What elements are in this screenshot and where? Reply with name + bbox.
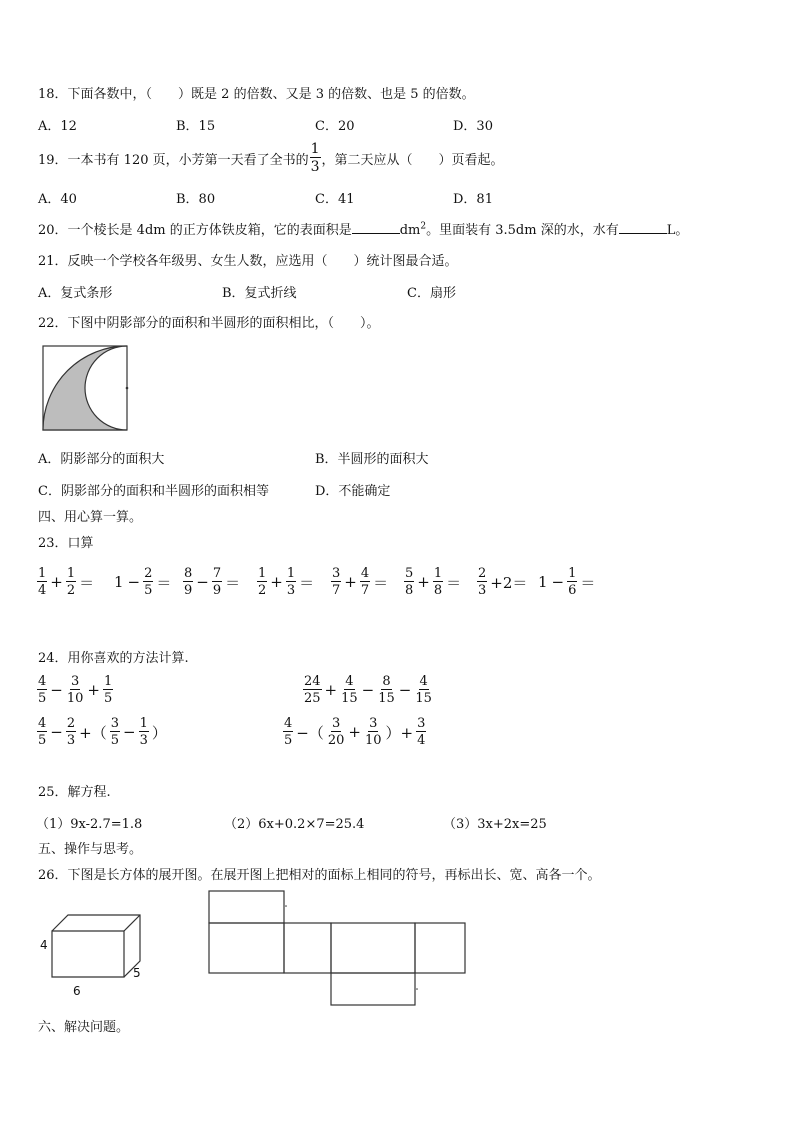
q21-option-a: A．复式条形 — [38, 286, 113, 301]
fraction — [286, 567, 296, 597]
fraction-denominator: 8 — [433, 583, 443, 598]
fraction-numerator: 4 — [345, 674, 354, 689]
math-operator: ＝ — [373, 573, 389, 592]
net-face-3[interactable] — [331, 923, 415, 973]
math-operator: − — [127, 573, 141, 591]
q19-option-c: C．41 — [315, 192, 355, 207]
fraction-denominator: 4 — [417, 733, 426, 748]
q23-expression-8 — [536, 567, 597, 597]
fraction — [66, 567, 76, 597]
fraction-numerator: 1 — [66, 566, 76, 581]
q20-blank-area[interactable] — [352, 232, 400, 234]
fraction — [37, 567, 47, 597]
fraction — [567, 567, 577, 597]
math-operator: + — [324, 681, 338, 699]
fraction-numerator: 3 — [332, 566, 341, 581]
math-operator: − — [196, 573, 209, 591]
math-operator: + — [50, 573, 63, 591]
fraction-numerator: 3 — [70, 674, 80, 689]
fraction-denominator: 15 — [378, 691, 395, 706]
q18-option-d: D．30 — [453, 119, 493, 134]
fraction-numerator: 3 — [331, 716, 341, 731]
math-operator: 1 — [114, 573, 124, 591]
fraction-numerator: 2 — [66, 716, 76, 731]
q22-option-b: B．半圆形的面积大 — [315, 452, 429, 467]
q26-height-label: 4 — [40, 938, 48, 952]
fraction-denominator: 7 — [332, 583, 341, 598]
math-operator: + — [417, 573, 430, 591]
fraction-denominator: 3 — [478, 583, 487, 598]
q19-option-b: B．80 — [176, 192, 216, 207]
net-face-top[interactable] — [209, 891, 284, 923]
q20-text-c: L。 — [666, 223, 689, 238]
fraction — [139, 717, 149, 747]
q21-option-c: C．扇形 — [407, 286, 456, 301]
fraction — [212, 567, 222, 597]
q18-option-a: A．12 — [38, 119, 77, 134]
net-face-2[interactable] — [284, 923, 331, 973]
fraction — [360, 567, 370, 597]
net-face-1[interactable] — [209, 923, 284, 973]
math-operator: +（ — [79, 723, 107, 742]
q20-unit: dm — [399, 223, 421, 238]
q19-text-after: ，第二天应从（ ）页看起。 — [321, 152, 504, 168]
fraction — [183, 567, 193, 597]
q22-shaded-figure — [42, 344, 132, 434]
fraction — [37, 717, 47, 747]
fraction-numerator: 1 — [103, 674, 113, 689]
fraction-numerator: 4 — [360, 566, 370, 581]
fraction — [433, 567, 443, 597]
fraction-numerator: 3 — [369, 716, 378, 731]
fraction — [66, 675, 85, 705]
math-operator: ＝ — [79, 573, 95, 592]
q19-text-before: 19．一本书有 120 页，小芳第一天看了全书的 — [38, 152, 309, 168]
math-operator: 1 — [538, 573, 548, 591]
fraction-denominator: 5 — [103, 691, 113, 706]
math-operator: + — [87, 681, 100, 699]
fraction-denominator: 4 — [38, 583, 47, 598]
math-operator: − — [361, 681, 375, 699]
q18-option-b: B．15 — [176, 119, 216, 134]
fraction-numerator: 24 — [304, 674, 321, 689]
q23-expression-1 — [36, 567, 96, 597]
fraction-numerator: 7 — [212, 566, 222, 581]
q19-fraction — [310, 142, 321, 174]
math-operator: ） — [151, 723, 167, 742]
q20-text-b: 。里面装有 3.5dm 深的水，水有 — [426, 223, 619, 238]
q24-title: 24．用你喜欢的方法计算. — [38, 651, 189, 666]
math-operator: ＝ — [446, 573, 462, 592]
q22-option-a: A．阴影部分的面积大 — [38, 452, 165, 467]
fraction — [327, 717, 346, 747]
math-operator: ＝ — [299, 573, 315, 592]
fraction-numerator: 8 — [184, 566, 193, 581]
fraction-numerator: 1 — [433, 566, 443, 581]
fraction-denominator: 2 — [258, 583, 267, 598]
q23-expression-3 — [182, 567, 242, 597]
q21-option-b: B．复式折线 — [222, 286, 297, 301]
q20-text — [38, 219, 688, 238]
math-operator: +2＝ — [490, 573, 528, 592]
section-6-title: 六、解决问题。 — [38, 1020, 130, 1035]
fraction-denominator: 9 — [184, 583, 193, 598]
q19-option-d: D．81 — [453, 192, 493, 207]
q23-expression-5 — [330, 567, 390, 597]
q25-equation-2: （2）6x+0.2×7=25.4 — [224, 817, 365, 832]
fraction-numerator: 1 — [38, 566, 47, 581]
fraction — [66, 717, 76, 747]
fraction — [283, 717, 293, 747]
fraction-numerator: 2 — [144, 566, 153, 581]
fraction-numerator: 4 — [419, 674, 428, 689]
fraction-numerator: 4 — [38, 716, 47, 731]
fraction — [340, 675, 359, 705]
q26-length-label: 6 — [73, 984, 81, 998]
q24-expression-4 — [282, 717, 427, 747]
fraction-denominator: 3 — [66, 733, 76, 748]
q26-cuboid-figure — [36, 905, 146, 1000]
math-operator: + — [348, 723, 361, 741]
fraction-denominator: 9 — [212, 583, 222, 598]
q22-option-d: D．不能确定 — [315, 484, 391, 499]
math-operator: −（ — [296, 723, 324, 742]
fraction-denominator: 5 — [110, 733, 119, 748]
fraction-numerator: 2 — [478, 566, 487, 581]
fraction-numerator: 5 — [405, 566, 414, 581]
fraction-denominator: 7 — [360, 583, 370, 598]
section-4-title: 四、用心算一算。 — [38, 510, 143, 525]
fraction-denominator: 6 — [568, 583, 577, 598]
fraction-denominator: 15 — [415, 691, 432, 706]
q25-equation-3: （3）3x+2x=25 — [443, 817, 547, 832]
section-5-title: 五、操作与思考。 — [38, 842, 143, 857]
math-operator: ）+ — [385, 723, 414, 742]
fraction — [103, 675, 113, 705]
fraction — [414, 675, 433, 705]
q19-text — [38, 142, 504, 174]
fraction-numerator: 3 — [417, 716, 426, 731]
q23-expression-6 — [403, 567, 463, 597]
q25-equation-1: （1）9x-2.7=1.8 — [36, 817, 143, 832]
fraction-numerator: 8 — [382, 674, 391, 689]
math-operator: − — [50, 723, 63, 741]
q25-title: 25．解方程. — [38, 785, 111, 800]
fraction — [377, 675, 396, 705]
fraction-numerator: 1 — [258, 566, 267, 581]
fraction — [416, 717, 426, 747]
fraction-numerator: 1 — [286, 566, 296, 581]
q23-expression-4 — [256, 567, 316, 597]
q26-net-diagram — [206, 888, 470, 1010]
fraction-numerator: 1 — [139, 716, 148, 731]
fraction-denominator: 20 — [327, 733, 345, 748]
q23-title: 23．口算 — [38, 536, 94, 551]
q18-option-c: C．20 — [315, 119, 355, 134]
fraction — [143, 567, 153, 597]
q26-width-label: 5 — [133, 966, 141, 980]
fraction — [110, 717, 120, 747]
fraction-numerator: 3 — [110, 716, 119, 731]
q19-fraction-num: 1 — [310, 141, 320, 157]
q20-blank-volume[interactable] — [619, 232, 667, 234]
fraction-denominator: 25 — [304, 691, 321, 706]
net-face-bottom[interactable] — [331, 973, 415, 1005]
fraction — [303, 675, 322, 705]
fraction-denominator: 10 — [364, 733, 382, 748]
q23-expression-2 — [112, 567, 173, 597]
q24-expression-2 — [302, 675, 434, 705]
q19-fraction-den: 3 — [310, 159, 320, 175]
fraction-denominator: 10 — [66, 691, 84, 706]
fraction-denominator: 5 — [284, 733, 293, 748]
q19-option-a: A．40 — [38, 192, 77, 207]
fraction — [37, 675, 47, 705]
math-operator: ＝ — [580, 573, 596, 592]
fraction-denominator: 15 — [341, 691, 358, 706]
fraction-denominator: 2 — [66, 583, 76, 598]
fraction — [477, 567, 487, 597]
q26-text: 26．下图是长方体的展开图。在展开图上把相对的面标上相同的符号，再标出长、宽、高各一个。 — [38, 868, 601, 883]
q24-expression-3 — [36, 717, 169, 747]
fraction — [331, 567, 341, 597]
fraction-denominator: 3 — [139, 733, 148, 748]
q20-text-a: 20．一个棱长是 4dm 的正方体铁皮箱，它的表面积是 — [38, 223, 352, 238]
q20-unit-sup: 2 — [420, 221, 427, 232]
net-face-4[interactable] — [415, 923, 465, 973]
q24-expression-1 — [36, 675, 114, 705]
math-operator: ＝ — [156, 573, 172, 592]
q21-text: 21．反映一个学校各年级男、女生人数，应选用（ ）统计图最合适。 — [38, 254, 458, 269]
math-operator: − — [123, 723, 136, 741]
math-operator: + — [344, 573, 357, 591]
fraction-numerator: 4 — [38, 674, 47, 689]
q18-text: 18．下面各数中，（ ）既是 2 的倍数、又是 3 的倍数、也是 5 的倍数。 — [38, 87, 475, 102]
q23-expression-7 — [476, 567, 529, 597]
fraction-denominator: 8 — [405, 583, 414, 598]
fraction — [257, 567, 267, 597]
math-operator: − — [398, 681, 412, 699]
math-operator: + — [270, 573, 283, 591]
fraction-denominator: 5 — [38, 733, 47, 748]
fraction-numerator: 4 — [284, 716, 293, 731]
math-operator: − — [50, 681, 63, 699]
math-operator: − — [551, 573, 565, 591]
math-operator: ＝ — [225, 573, 241, 592]
q22-option-c: C．阴影部分的面积和半圆形的面积相等 — [38, 484, 269, 499]
fraction — [404, 567, 414, 597]
fraction-denominator: 5 — [144, 583, 153, 598]
fraction — [364, 717, 383, 747]
fraction-denominator: 3 — [286, 583, 296, 598]
fraction-numerator: 1 — [568, 566, 577, 581]
fraction-denominator: 5 — [38, 691, 47, 706]
q22-text: 22．下图中阴影部分的面积和半圆形的面积相比，（ ）。 — [38, 316, 380, 331]
